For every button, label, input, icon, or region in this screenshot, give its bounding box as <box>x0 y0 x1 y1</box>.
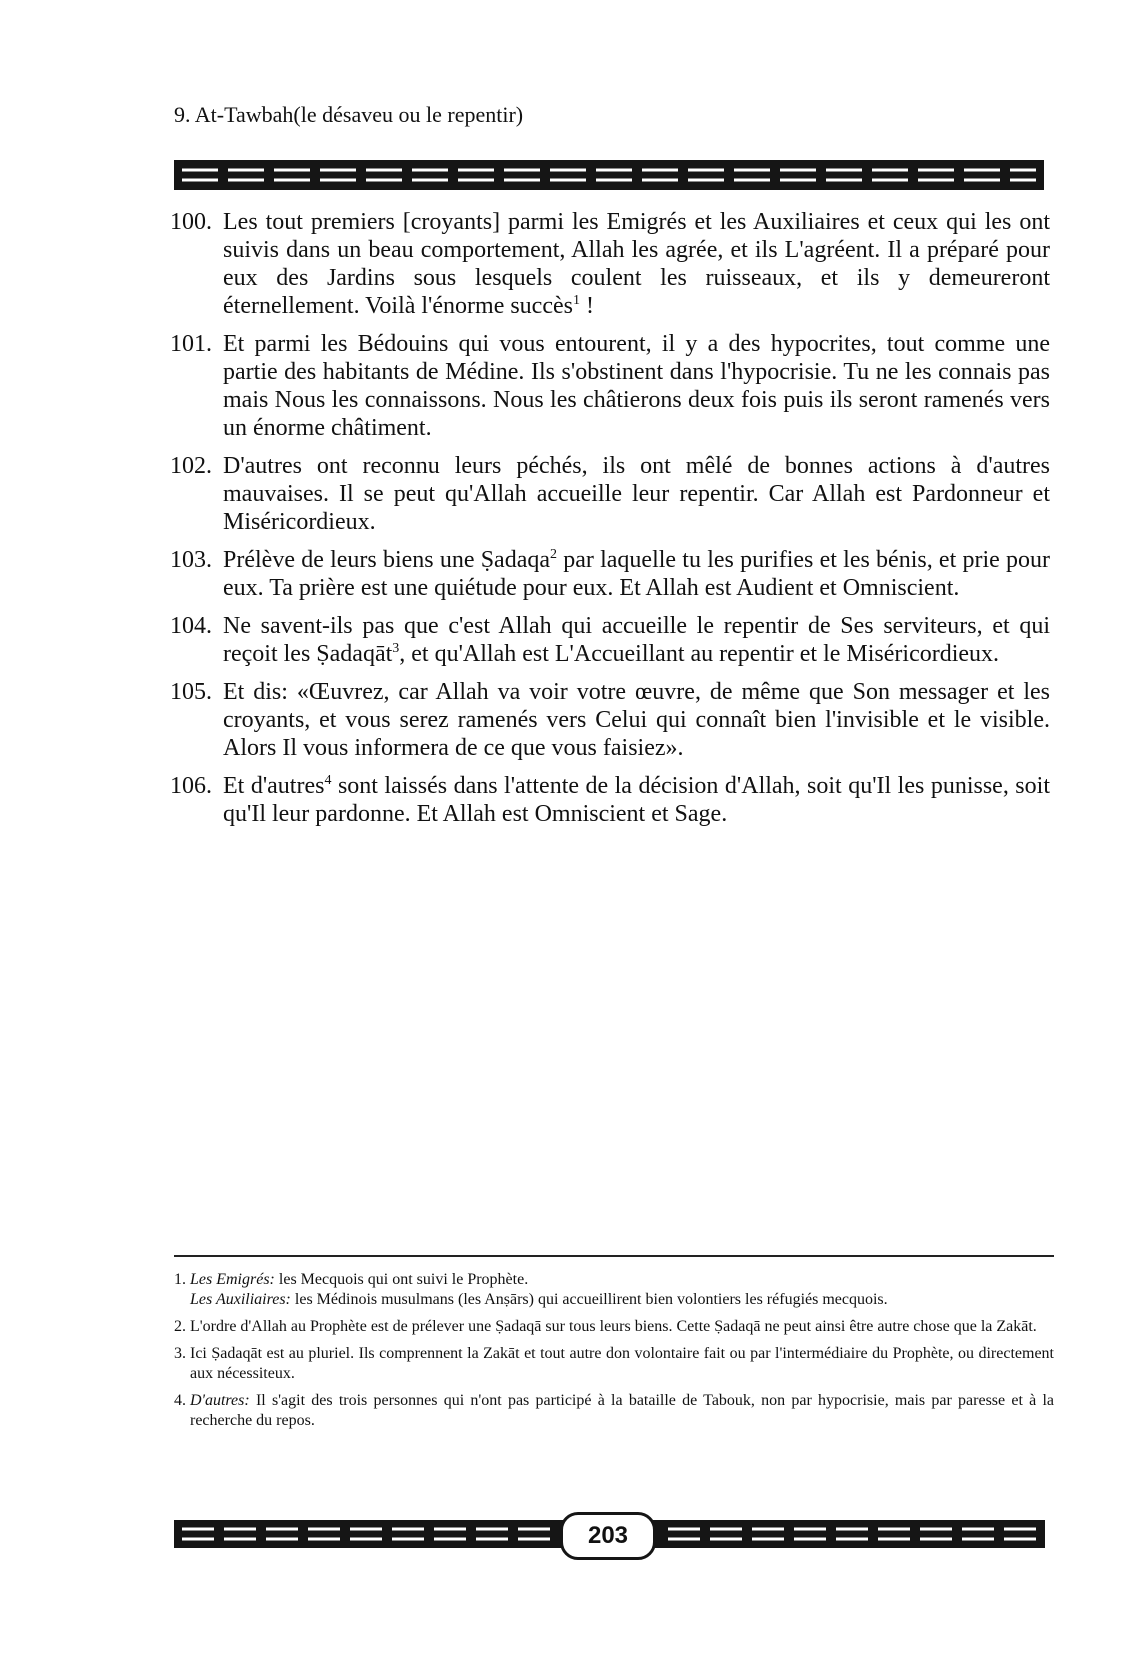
footnote-number: 2. <box>174 1318 186 1335</box>
verse-text: Ne savent-ils pas que c'est Allah qui accueille le repentir de Ses serviteurs, et qui reçoit les Ṣadaqāt <box>223 613 1050 667</box>
chapter-header: 9. At-Tawbah(le désaveu ou le repentir) <box>174 102 524 127</box>
verse-103 <box>170 546 1050 602</box>
footnote-4 <box>174 1391 1054 1431</box>
footnote-ref: 1 <box>572 293 580 308</box>
verse-100 <box>170 208 1050 320</box>
verse-106 <box>170 772 1050 828</box>
ornamental-band-top <box>174 160 1044 190</box>
footnote-number: 1. <box>174 1271 186 1288</box>
verse-number: 100. <box>170 209 212 235</box>
footnote-ref: 2 <box>550 547 558 562</box>
verse-text-tail: ! <box>579 293 594 319</box>
verse-102 <box>170 452 1050 536</box>
verse-text: Les tout premiers [croyants] parmi les Emigrés et les Auxiliaires et ceux qui les ont suivis dans un beau comportement, Allah les agrée, et ils L'agréent. Il a préparé pour eux des Jardins sous lesquels coulent les ruisseaux, et ils y demeureront éternellement. Voilà l'énorme succès <box>223 209 1050 319</box>
verse-number: 103. <box>170 547 212 573</box>
footnote-list <box>174 1270 1054 1438</box>
footnote-term: D'autres: <box>190 1392 250 1409</box>
footnote-term: Les Auxiliaires: <box>190 1291 291 1308</box>
verse-text: Prélève de leurs biens une Ṣadaqa <box>223 547 551 573</box>
verse-104 <box>170 612 1050 668</box>
verse-105 <box>170 678 1050 762</box>
footnote-number: 3. <box>174 1345 186 1362</box>
footnote-text: Il s'agit des trois personnes qui n'ont pas participé à la bataille de Tabouk, non par hypocrisie, mais par paresse et à la recherche du repos. <box>190 1392 1054 1429</box>
verse-text: Et dis: «Œuvrez, car Allah va voir votre œuvre, de même que Son messager et les croyants, et vous serez ramenés vers Celui qui connaît bien l'invisible et le visible. Alors Il vous informera de ce que vous faisiez». <box>223 679 1050 761</box>
footnote-separator <box>174 1255 1054 1257</box>
ornamental-band-bottom-right <box>650 1520 1045 1548</box>
verse-number: 106. <box>170 773 212 799</box>
footnote-3 <box>174 1344 1054 1384</box>
verse-text: Et d'autres <box>223 773 325 799</box>
page-number: 203 <box>560 1512 656 1560</box>
verse-text-tail: , et qu'Allah est L'Accueillant au repentir et le Miséricordieux. <box>399 641 1000 667</box>
footnote-number: 4. <box>174 1392 186 1409</box>
ornamental-band-bottom-left <box>174 1520 569 1548</box>
footnote-ref: 4 <box>324 773 332 788</box>
verse-101 <box>170 330 1050 442</box>
verse-number: 104. <box>170 613 212 639</box>
footnote-text: L'ordre d'Allah au Prophète est de prélever une Ṣadaqā sur tous leurs biens. Cette Ṣadaqā ne peut ainsi être autre chose que la Zakāt. <box>190 1318 1037 1335</box>
verse-text-tail: par laquelle tu les purifies et les bénis, et prie pour eux. Ta prière est une quiétude pour eux. Et Allah est Audient et Omniscient. <box>223 547 1050 601</box>
footnote-2 <box>174 1317 1054 1337</box>
footnote-text: les Médinois musulmans (les Anṣārs) qui accueillirent bien volontiers les réfugiés mecquois. <box>290 1291 888 1308</box>
verse-text-tail: sont laissés dans l'attente de la décision d'Allah, soit qu'Il les punisse, soit qu'Il leur pardonne. Et Allah est Omniscient et Sage. <box>223 773 1050 827</box>
verse-number: 102. <box>170 453 212 479</box>
footnote-text: Ici Ṣadaqāt est au pluriel. Ils comprennent la Zakāt et tout autre don volontaire fait ou par l'intermédiaire du Prophète, ou directement aux nécessiteux. <box>190 1345 1054 1382</box>
verse-list <box>170 208 1050 838</box>
verse-text: Et parmi les Bédouins qui vous entourent, il y a des hypocrites, tout comme une partie des habitants de Médine. Ils s'obstinent dans l'hypocrisie. Tu ne les connais pas mais Nous les connaissons. Nous les châtierons deux fois puis ils seront ramenés vers un énorme châtiment. <box>223 331 1050 441</box>
footnote-text: les Mecquois qui ont suivi le Prophète. <box>274 1271 529 1288</box>
verse-number: 105. <box>170 679 212 705</box>
footnote-1 <box>174 1270 1054 1310</box>
verse-text: D'autres ont reconnu leurs péchés, ils ont mêlé de bonnes actions à d'autres mauvaises. Il se peut qu'Allah accueille leur repentir. Car Allah est Pardonneur et Miséricordieux. <box>223 453 1050 535</box>
verse-number: 101. <box>170 331 212 357</box>
footnote-term: Les Emigrés: <box>190 1271 275 1288</box>
footnote-ref: 3 <box>392 641 400 656</box>
